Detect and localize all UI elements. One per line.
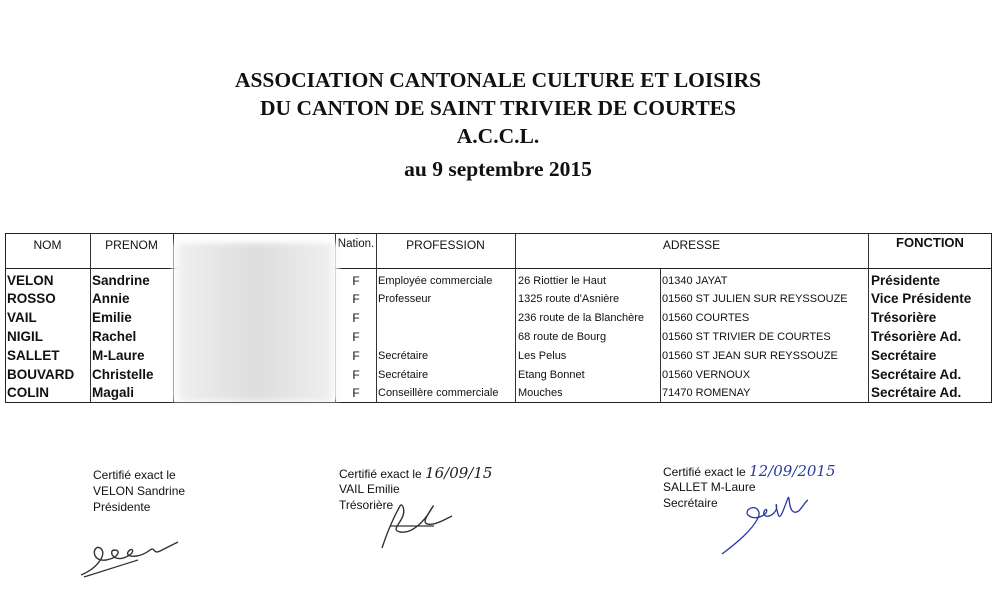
- cell-fonction: Trésorière: [871, 310, 937, 325]
- cell-prenom: Magali: [92, 385, 135, 400]
- cell-ville: 71470 ROMENAY: [662, 387, 751, 399]
- cell-nom: VAIL: [7, 310, 37, 325]
- cell-rue: 68 route de Bourg: [518, 331, 607, 343]
- cell-rue: 236 route de la Blanchère: [518, 312, 644, 324]
- cell-nation: F: [352, 311, 360, 325]
- cell-ville: 01560 ST TRIVIER DE COURTES: [662, 331, 831, 343]
- cell-nation: F: [352, 349, 360, 363]
- cell-ville: 01560 VERNOUX: [662, 369, 751, 381]
- cell-prenom: Rachel: [92, 329, 137, 344]
- table-row: [5, 385, 992, 403]
- cell-rue: Mouches: [518, 387, 563, 399]
- table-row: [5, 291, 992, 309]
- cell-nation: F: [352, 330, 360, 344]
- cell-profession: Secrétaire: [378, 369, 429, 381]
- col-header-prenom: PRENOM: [105, 238, 158, 252]
- certified-label: Certifié exact le: [93, 468, 176, 482]
- title-date: au 9 septembre 2015: [404, 157, 592, 181]
- title-line-1: ASSOCIATION CANTONALE CULTURE ET LOISIRS: [234, 68, 762, 92]
- cell-ville: 01560 COURTES: [662, 312, 750, 324]
- cell-prenom: Annie: [92, 291, 130, 306]
- col-header-fonction: FONCTION: [896, 235, 964, 250]
- table-row: [5, 273, 992, 291]
- signer-role: Présidente: [93, 500, 151, 514]
- table-row: [5, 348, 992, 366]
- signature-vail: [372, 496, 458, 552]
- cell-fonction: Trésorière Ad.: [871, 329, 962, 344]
- handwritten-date: 12/09/2015: [749, 462, 836, 480]
- header-divider: [5, 268, 992, 269]
- col-header-nom: NOM: [33, 238, 62, 252]
- cell-fonction: Vice Présidente: [871, 291, 972, 306]
- cell-ville: 01560 ST JEAN SUR REYSSOUZE: [662, 350, 838, 362]
- members-table: [5, 233, 992, 403]
- cell-fonction: Secrétaire: [871, 348, 937, 363]
- cell-prenom: Sandrine: [92, 273, 150, 288]
- cell-rue: 26 Riottier le Haut: [518, 275, 607, 287]
- cell-nation: F: [352, 386, 360, 400]
- cell-nom: COLIN: [7, 385, 49, 400]
- signer-name: VELON Sandrine: [93, 484, 186, 498]
- cell-profession: Employée commerciale: [378, 275, 493, 287]
- cell-profession: Secrétaire: [378, 350, 429, 362]
- document-header: [0, 66, 996, 183]
- cell-nom: VELON: [7, 273, 54, 288]
- certified-label: Certifié exact le: [339, 467, 422, 481]
- cell-fonction: Secrétaire Ad.: [871, 385, 962, 400]
- signer-name: VAIL Emilie: [339, 482, 400, 496]
- signer-role: Secrétaire: [663, 496, 718, 510]
- cell-rue: Etang Bonnet: [518, 369, 585, 381]
- cell-rue: Les Pelus: [518, 350, 567, 362]
- cell-prenom: Christelle: [92, 367, 154, 382]
- cell-nom: ROSSO: [7, 291, 56, 306]
- signature-sallet: [718, 490, 814, 558]
- cell-nom: NIGIL: [7, 329, 43, 344]
- cell-profession: Professeur: [378, 293, 432, 305]
- signature-velon: [78, 528, 188, 580]
- signer-name: SALLET M-Laure: [663, 480, 756, 494]
- col-header-nation: Nation.: [337, 238, 375, 250]
- table-row: [5, 310, 992, 328]
- cell-fonction: Secrétaire Ad.: [871, 367, 962, 382]
- cell-profession: Conseillère commerciale: [378, 387, 499, 399]
- cell-rue: 1325 route d'Asnière: [518, 293, 620, 305]
- cell-nom: BOUVARD: [7, 367, 75, 382]
- cell-prenom: M-Laure: [92, 348, 145, 363]
- cell-prenom: Emilie: [92, 310, 132, 325]
- handwritten-date: 16/09/15: [425, 464, 493, 482]
- certification-block: [93, 467, 185, 515]
- cell-nom: SALLET: [7, 348, 60, 363]
- cell-nation: F: [352, 292, 360, 306]
- signer-role: Trésorière: [339, 498, 394, 512]
- cell-nation: F: [352, 274, 360, 288]
- table-row: [5, 367, 992, 385]
- cell-ville: 01340 JAYAT: [662, 275, 728, 287]
- cell-fonction: Présidente: [871, 273, 941, 288]
- title-line-2: DU CANTON DE SAINT TRIVIER DE COURTES: [260, 96, 736, 120]
- title-line-3: A.C.C.L.: [456, 124, 540, 148]
- certified-label: Certifié exact le: [663, 465, 746, 479]
- cell-nation: F: [352, 368, 360, 382]
- col-header-adresse: ADRESSE: [662, 238, 721, 252]
- col-header-profession: PROFESSION: [406, 238, 485, 252]
- cell-ville: 01560 ST JULIEN SUR REYSSOUZE: [662, 293, 848, 305]
- table-row: [5, 329, 992, 347]
